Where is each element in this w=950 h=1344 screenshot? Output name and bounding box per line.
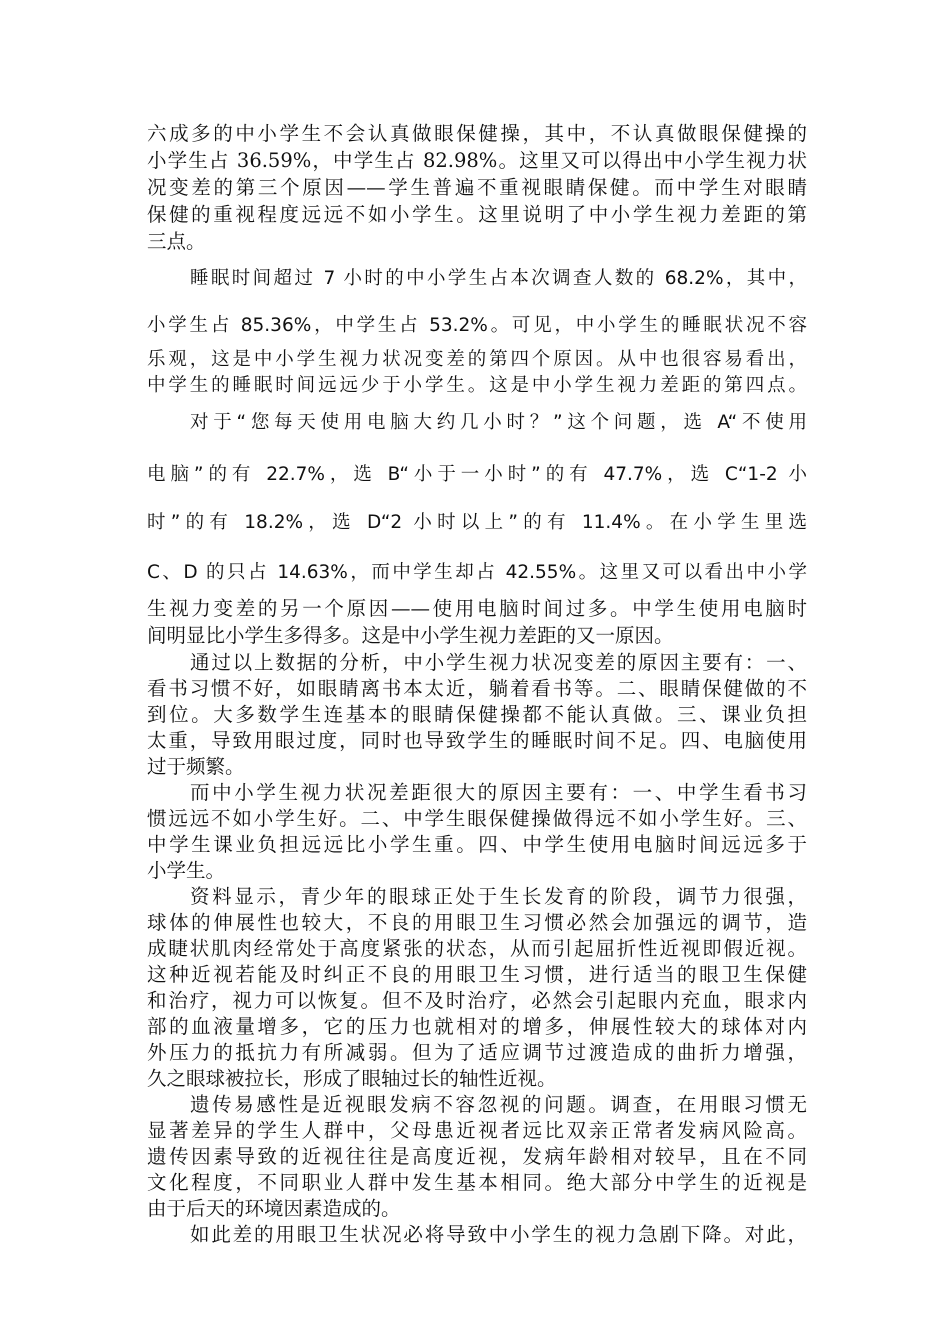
text-line: 小学生占 85.36%，中学生占 53.2%。可见，中小学生的睡眠状况不容 (147, 315, 807, 336)
text-line: 如此差的用眼卫生状况必将导致中小学生的视力急剧下降。对此， (190, 1223, 807, 1246)
text-line: 保健的重视程度远远不如小学生。这里说明了中小学生视力差距的第 (147, 203, 807, 226)
text-line: 睡眠时间超过 7 小时的中小学生占本次调查人数的 68.2%，其中， (190, 268, 807, 289)
text-line: 部的血液量增多，它的压力也就相对的增多，伸展性较大的球体对内 (147, 1015, 807, 1038)
text-line: 电脑”的有 22.7%，选 B“小于一小时”的有 47.7%，选 C“1-2 小 (147, 464, 807, 485)
text-line: 通过以上数据的分析，中小学生视力状况变差的原因主要有：一、 (190, 651, 807, 674)
text-line: 到位。大多数学生连基本的眼睛保健操都不能认真做。三、课业负担 (147, 703, 807, 726)
text-line: 久之眼球被拉长，形成了眼轴过长的轴性近视。 (147, 1067, 557, 1090)
text-line: 惯远远不如小学生好。二、中学生眼保健操做得远不如小学生好。三、 (147, 807, 807, 830)
text-line: 间明显比小学生多得多。这是中小学生视力差距的又一原因。 (147, 624, 674, 647)
text-line: 乐观，这是中小学生视力状况变差的第四个原因。从中也很容易看出， (147, 349, 807, 370)
text-line: 看书习惯不好，如眼睛离书本太近，躺着看书等。二、眼睛保健做的不 (147, 677, 807, 700)
text-line: 显著差异的学生人群中，父母患近视者远比双亲正常者发病风险高。 (147, 1119, 807, 1142)
text-line: 成睫状肌肉经常处于高度紧张的状态，从而引起屈折性近视即假近视。 (147, 937, 807, 960)
text-line: 而中小学生视力状况差距很大的原因主要有：一、中学生看书习 (190, 781, 807, 804)
text-line: 由于后天的环境因素造成的。 (147, 1197, 401, 1220)
text-line: 过于频繁。 (147, 755, 245, 778)
text-line: 况变差的第三个原因——学生普遍不重视眼睛保健。而中学生对眼睛 (147, 176, 807, 199)
text-line: 遗传因素导致的近视往往是高度近视，发病年龄相对较早，且在不同 (147, 1145, 807, 1168)
text-line: 球体的伸展性也较大，不良的用眼卫生习惯必然会加强远的调节，造 (147, 911, 807, 934)
text-line: 外压力的抵抗力有所减弱。但为了适应调节过渡造成的曲折力增强， (147, 1041, 807, 1064)
text-line: 和治疗，视力可以恢复。但不及时治疗，必然会引起眼内充血，眼求内 (147, 989, 807, 1012)
text-line: 六成多的中小学生不会认真做眼保健操，其中，不认真做眼保健操的 (147, 122, 807, 145)
text-line: 生视力变差的另一个原因——使用电脑时间过多。中学生使用电脑时 (147, 597, 807, 620)
text-line: C、D 的只占 14.63%，而中学生却占 42.55%。这里又可以看出中小学 (147, 562, 807, 583)
text-line: 文化程度，不同职业人群中发生基本相同。绝大部分中学生的近视是 (147, 1171, 807, 1194)
text-line: 小学生。 (147, 859, 226, 882)
text-line: 中学生课业负担远远比小学生重。四、中学生使用电脑时间远远多于 (147, 833, 807, 856)
text-line: 这种近视若能及时纠正不良的用眼卫生习惯，进行适当的眼卫生保健 (147, 963, 807, 986)
text-line: 小学生占 36.59%，中学生占 82.98%。这里又可以得出中小学生视力状 (147, 149, 807, 172)
text-line: 时”的有 18.2%，选 D“2 小时以上”的有 11.4%。在小学生里选 (147, 512, 807, 533)
text-line: 中学生的睡眠时间远远少于小学生。这是中小学生视力差距的第四点。 (147, 375, 807, 396)
text-line: 太重，导致用眼过度，同时也导致学生的睡眠时间不足。四、电脑使用 (147, 729, 807, 752)
text-line: 遗传易感性是近视眼发病不容忽视的问题。调查，在用眼习惯无 (190, 1093, 807, 1116)
text-line: 对于“您每天使用电脑大约几小时？”这个问题，选 A“不使用 (190, 412, 807, 433)
text-line: 三点。 (147, 230, 206, 253)
text-line: 资料显示，青少年的眼球正处于生长发育的阶段，调节力很强， (190, 885, 807, 908)
